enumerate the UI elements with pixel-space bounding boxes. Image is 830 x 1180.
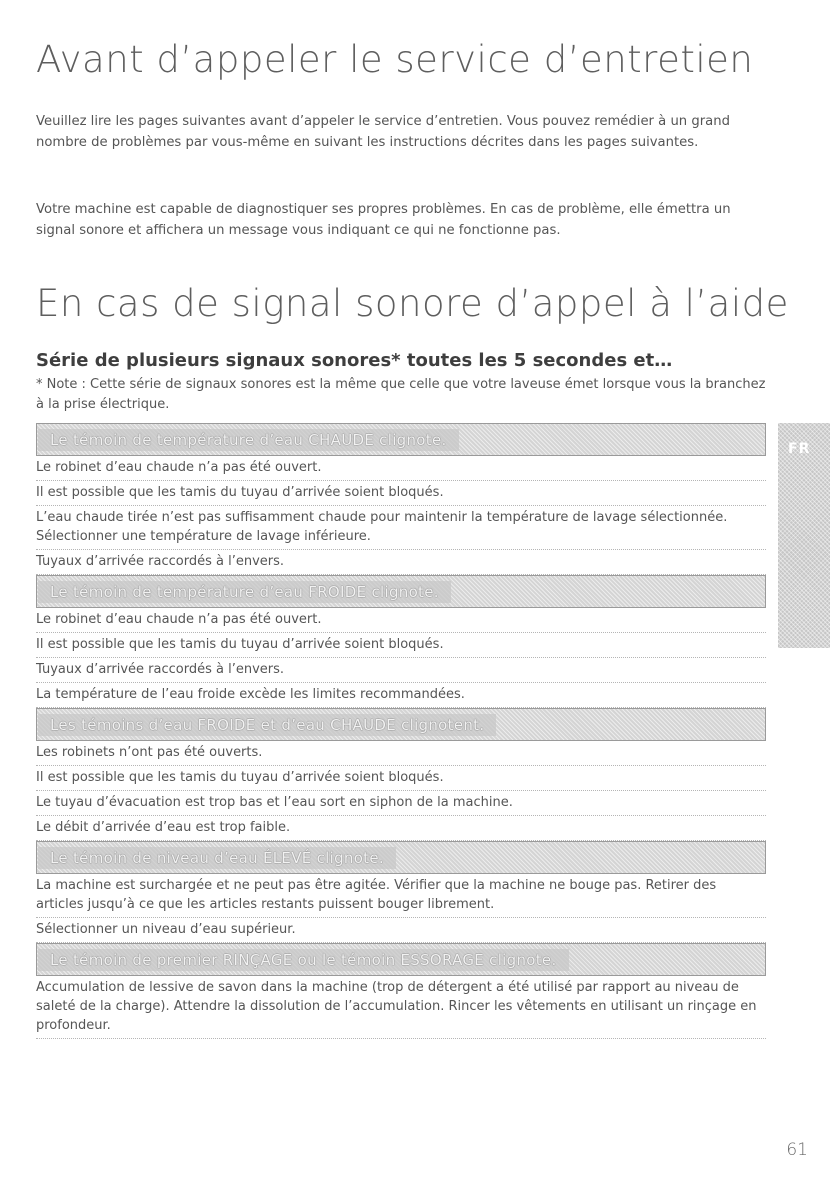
cause-item: La machine est surchargée et ne peut pas être agitée. Vérifier que la machine ne bouge pas. Retirer des articles jusqu’à ce que les articles restants puissent bouger librement. xyxy=(36,874,766,918)
page-number: 61 xyxy=(786,1140,808,1160)
subsection-title: Série de plusieurs signaux sonores* toutes les 5 secondes et… xyxy=(36,350,673,371)
language-tab xyxy=(778,423,830,648)
cause-item: Il est possible que les tamis du tuyau d’arrivée soient bloqués. xyxy=(36,481,766,506)
footnote: * Note : Cette série de signaux sonores est la même que celle que votre laveuse émet lorsque vous la branchez à la prise électrique. xyxy=(36,377,766,412)
intro-paragraph-2: Votre machine est capable de diagnostiquer ses propres problèmes. En cas de problème, elle émettra un signal sonore et affichera un message vous indiquant ce qui ne fonctionne pas. xyxy=(36,202,731,238)
section-header: Le témoin de premier RINÇAGE ou le témoin ESSORAGE clignote. xyxy=(38,949,569,971)
section-header-bar xyxy=(36,575,766,608)
section-cold-water xyxy=(36,575,766,708)
page-title: Avant d’appeler le service d’entretien xyxy=(36,38,754,81)
intro-paragraph-1: Veuillez lire les pages suivantes avant d’appeler le service d’entretien. Vous pouvez remédier à un grand nombre de problèmes par vous-même en suivant les instructions décrites dans les pages suivantes. xyxy=(36,114,730,150)
cause-item: Sélectionner un niveau d’eau supérieur. xyxy=(36,918,766,943)
cause-item: Il est possible que les tamis du tuyau d’arrivée soient bloqués. xyxy=(36,633,766,658)
cause-item: L’eau chaude tirée n’est pas suffisamment chaude pour maintenir la température de lavage sélectionnée. Sélectionner une température de lavage inférieure. xyxy=(36,506,766,550)
language-tab-label: FR xyxy=(788,441,811,457)
section-hot-water xyxy=(36,423,766,575)
section-header-bar xyxy=(36,943,766,976)
section-title: En cas de signal sonore d’appel à l’aide xyxy=(36,282,789,325)
section-header-bar xyxy=(36,708,766,741)
cause-item: Tuyaux d’arrivée raccordés à l’envers. xyxy=(36,658,766,683)
cause-item: Le tuyau d’évacuation est trop bas et l’eau sort en siphon de la machine. xyxy=(36,791,766,816)
section-high-water-level xyxy=(36,841,766,943)
section-header: Le témoin de niveau d’eau ÉLEVÉ clignote. xyxy=(38,847,396,869)
cause-item: Les robinets n’ont pas été ouverts. xyxy=(36,741,766,766)
cause-item: Accumulation de lessive de savon dans la machine (trop de détergent a été utilisé par rapport au niveau de saleté de la charge). Attendre la dissolution de l’accumulation. Rincer les vêtements en utilisant un rinçage en profondeur. xyxy=(36,976,766,1039)
section-rinse-spin xyxy=(36,943,766,1039)
troubleshooting-list xyxy=(36,423,766,1039)
section-header: Le témoin de température d’eau FROIDE clignote. xyxy=(38,581,451,603)
cause-item: La température de l’eau froide excède les limites recommandées. xyxy=(36,683,766,708)
cause-item: Le robinet d’eau chaude n’a pas été ouvert. xyxy=(36,608,766,633)
cause-item: Le débit d’arrivée d’eau est trop faible. xyxy=(36,816,766,841)
cause-item: Tuyaux d’arrivée raccordés à l’envers. xyxy=(36,550,766,575)
section-header: Le témoin de température d’eau CHAUDE clignote. xyxy=(38,429,459,451)
cause-item: Le robinet d’eau chaude n’a pas été ouvert. xyxy=(36,456,766,481)
section-header-bar xyxy=(36,841,766,874)
cause-item: Il est possible que les tamis du tuyau d’arrivée soient bloqués. xyxy=(36,766,766,791)
section-header-bar xyxy=(36,423,766,456)
section-hot-and-cold xyxy=(36,708,766,841)
section-header: Les témoins d’eau FROIDE et d’eau CHAUDE clignotent. xyxy=(38,714,496,736)
